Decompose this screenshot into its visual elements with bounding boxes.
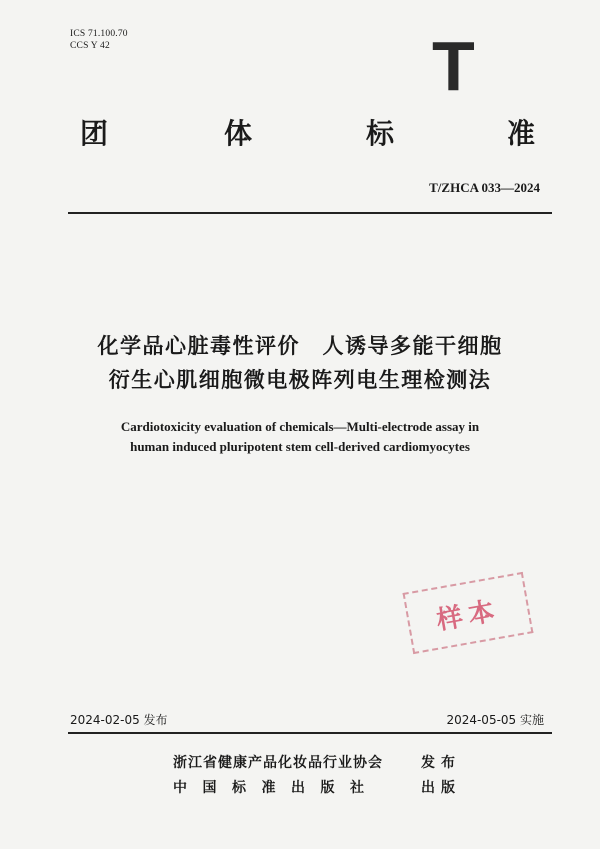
title-char-3: 标	[366, 117, 395, 150]
publish-label: 出版	[421, 780, 461, 796]
issuing-organization: 浙江省健康产品化妆品行业协会	[173, 755, 383, 771]
title-char-1: 团	[80, 117, 109, 150]
sample-stamp	[403, 572, 534, 654]
standard-code: T/ZHCA 033—2024	[429, 180, 540, 195]
standard-category-letter: T	[432, 27, 475, 105]
top-divider	[68, 212, 552, 214]
title-char-4: 准	[507, 117, 536, 150]
issue-label: 发布	[421, 755, 461, 771]
ccs-code: CCS Y 42	[70, 41, 110, 51]
title-char-2: 体	[224, 117, 253, 150]
ics-code: ICS 71.100.70	[70, 29, 128, 39]
standard-type-title	[0, 116, 600, 160]
implement-date: 2024-05-05 实施	[446, 713, 544, 727]
bottom-divider	[68, 732, 552, 734]
stamp-text: 样本	[434, 595, 503, 636]
english-title-line-2: human induced pluripotent stem cell-derived cardiomyocytes	[130, 439, 470, 454]
classification-codes	[70, 28, 128, 52]
english-title-line-1: Cardiotoxicity evaluation of chemicals—Multi-electrode assay in	[120, 419, 480, 434]
chinese-title-line-2: 衍生心肌细胞微电极阵列电生理检测法	[108, 368, 492, 392]
publish-date: 2024-02-05 发布	[70, 713, 168, 727]
chinese-title-line-1: 化学品心脏毒性评价 人诱导多能干细胞	[97, 334, 503, 358]
publishing-house: 中国标准出版社	[173, 780, 380, 796]
